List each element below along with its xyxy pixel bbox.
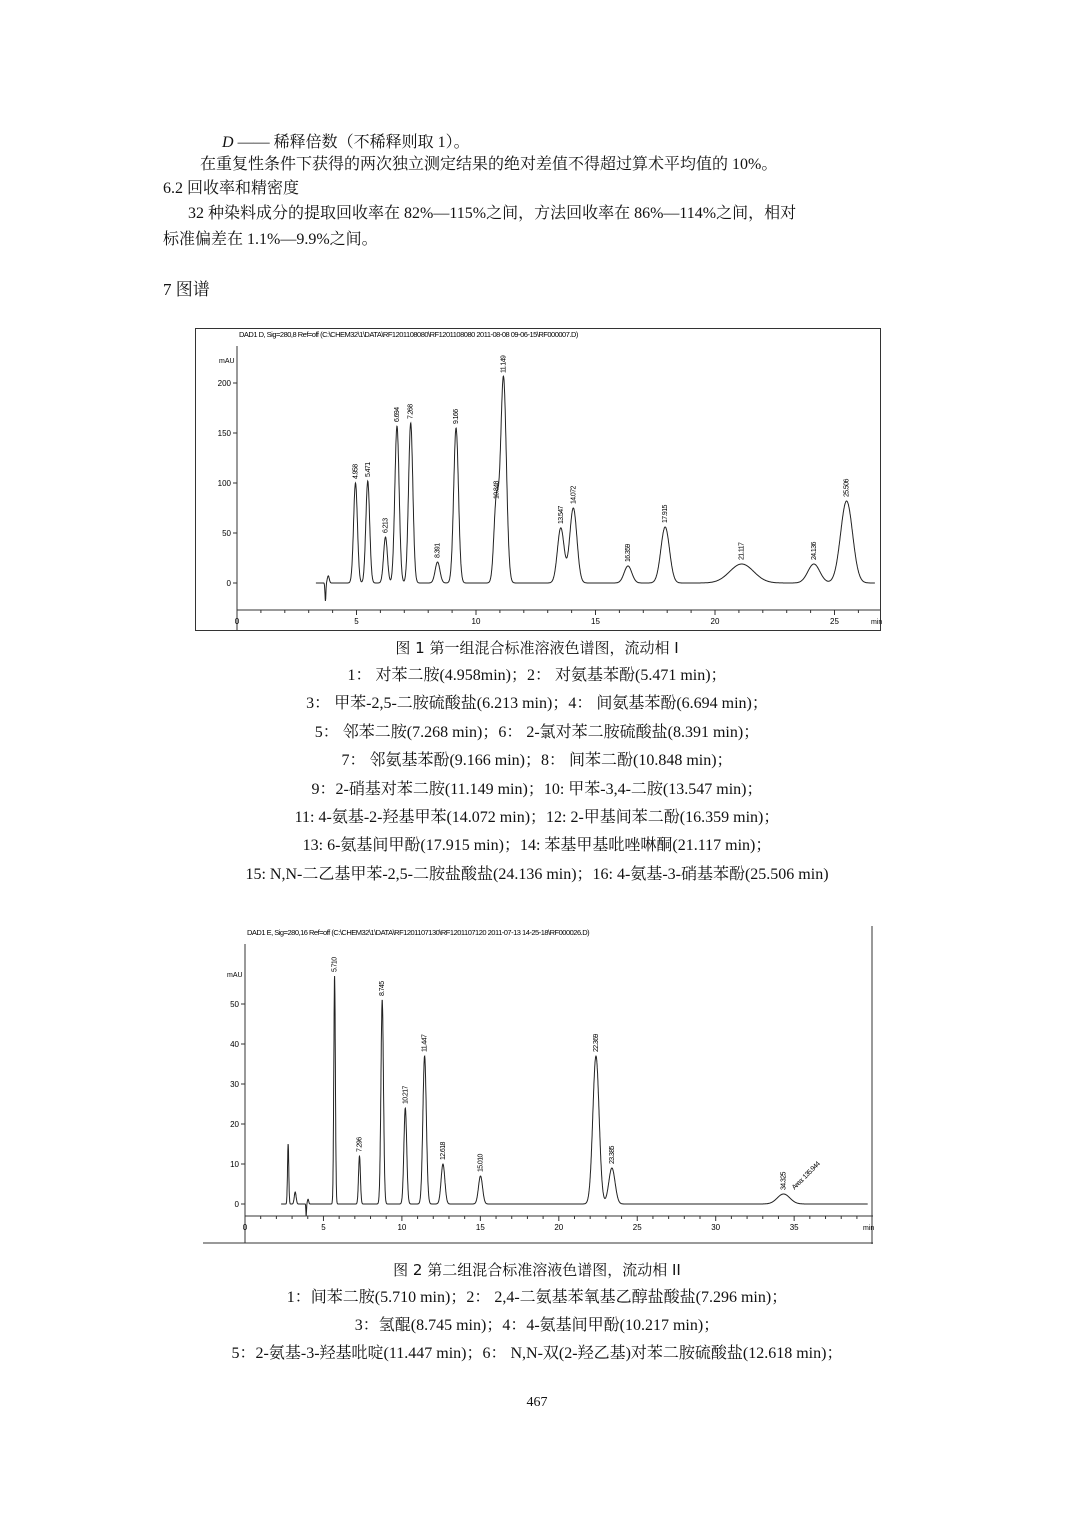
legend-line: 3： 甲苯-2,5-二胺硫酸盐(6.213 min)；4： 间氨基苯酚(6.694 min)； bbox=[306, 695, 768, 713]
peak-label: 10.848 bbox=[493, 481, 501, 499]
peak-label: 8.391 bbox=[434, 543, 442, 558]
peak-label: 23.385 bbox=[608, 1146, 616, 1164]
peak-label: 8.745 bbox=[379, 981, 387, 996]
peak-label: 6.694 bbox=[393, 407, 401, 422]
x-tick-label: 10 bbox=[397, 1223, 407, 1232]
peak-label: 7.268 bbox=[407, 404, 415, 419]
x-axis-label: min bbox=[871, 619, 883, 626]
section-heading: 6.2 回收率和精密度 bbox=[163, 180, 300, 197]
peak-label: 22.369 bbox=[592, 1034, 600, 1052]
legend-line: 1： 对苯二胺(4.958min)；2： 对氨基苯酚(5.471 min)； bbox=[347, 667, 727, 684]
peak-label: 4.958 bbox=[352, 464, 360, 479]
legend-line: 3：氢醌(8.745 min)；4：4-氨基间甲酚(10.217 min)； bbox=[354, 1317, 720, 1334]
peak-label: 13.547 bbox=[557, 506, 565, 524]
formula-var-line bbox=[222, 133, 470, 153]
peak-label: 10.217 bbox=[402, 1086, 410, 1104]
var-desc: —— 稀释倍数（不稀释则取 1）。 bbox=[237, 134, 470, 151]
y-tick-label: 30 bbox=[230, 1080, 239, 1089]
peak-label: 5.710 bbox=[331, 957, 339, 972]
x-tick-label: 35 bbox=[789, 1223, 799, 1232]
y-tick-label: 200 bbox=[217, 379, 231, 388]
peak-area-annotation: Area: 135.944 bbox=[791, 1160, 822, 1192]
peak-label: 12.618 bbox=[439, 1142, 447, 1160]
peak-label: 6.213 bbox=[382, 518, 390, 533]
paragraph: 标准偏差在 1.1%—9.9%之间。 bbox=[163, 231, 378, 248]
y-tick-label: 0 bbox=[234, 1200, 239, 1209]
legend-line: 7： 邻氨基苯酚(9.166 min)；8： 间苯二酚(10.848 min)； bbox=[341, 752, 733, 770]
legend-line: 1：间苯二胺(5.710 min)；2： 2,4-二氨基苯氧基乙醇盐酸盐(7.296 min)； bbox=[286, 1289, 788, 1306]
peak-label: 25.506 bbox=[843, 479, 851, 497]
x-tick-label: 20 bbox=[554, 1223, 564, 1232]
x-tick-label: 15 bbox=[475, 1223, 485, 1232]
x-tick-label: 20 bbox=[710, 617, 720, 626]
peak-label: 16.359 bbox=[624, 544, 632, 562]
paragraph: 32 种染料成分的提取回收率在 82%—115%之间，方法回收率在 86%—114%之间，相对 bbox=[188, 205, 797, 222]
chromatogram-2 bbox=[203, 926, 873, 1244]
figure2-caption: 图 2 第二组混合标准溶液色谱图，流动相 II bbox=[393, 1261, 681, 1279]
figure1-caption: 图 1 第一组混合标准溶液色谱图，流动相 I bbox=[395, 639, 679, 657]
y-tick-label: 50 bbox=[222, 529, 231, 538]
chart-title: DAD1 E, Sig=280,16 Ref=off (C:\CHEM32\1\DATA\RF1201107130\RF1201107120 2011-07-13 14-25-18\RF000026.D) bbox=[247, 928, 590, 937]
legend-line: 9：2-硝基对苯二胺(11.149 min)；10: 甲苯-3,4-二胺(13.547 min)； bbox=[311, 780, 763, 798]
legend-line: 15: N,N-二乙基甲苯-2,5-二胺盐酸盐(24.136 min)；16: 4-氨基-3-硝基苯酚(25.506 min) bbox=[245, 865, 829, 883]
peak-label: 11.149 bbox=[500, 355, 508, 373]
legend-line: 5：2-氨基-3-羟基吡啶(11.447 min)；6： N,N-双(2-羟乙基)对苯二胺硫酸盐(12.618 min)； bbox=[231, 1345, 843, 1362]
peak-label: 17.915 bbox=[662, 505, 670, 523]
peak-label: 5.471 bbox=[364, 462, 372, 477]
x-axis-label: min bbox=[863, 1225, 875, 1232]
y-axis-label: mAU bbox=[227, 972, 243, 979]
x-tick-label: 10 bbox=[471, 617, 481, 626]
page-number: 467 bbox=[526, 1395, 548, 1410]
y-tick-label: 150 bbox=[217, 429, 231, 438]
peak-label: 11.447 bbox=[421, 1034, 429, 1052]
chart-title: DAD1 D, Sig=280,8 Ref=off (C:\CHEM32\1\DATA\RF1201108080\RF1201108080 2011-08-08 09-06-15\RF000007.D) bbox=[239, 330, 578, 339]
y-tick-label: 0 bbox=[226, 579, 231, 588]
y-tick-label: 100 bbox=[217, 479, 231, 488]
peak-label: 21.117 bbox=[738, 542, 746, 560]
paragraph: 在重复性条件下获得的两次独立测定结果的绝对差值不得超过算术平均值的 10%。 bbox=[200, 156, 778, 173]
legend-line: 11: 4-氨基-2-羟基甲苯(14.072 min)；12: 2-甲基间苯二酚(16.359 min)； bbox=[294, 809, 780, 826]
y-tick-label: 20 bbox=[230, 1120, 239, 1129]
x-tick-label: 15 bbox=[591, 617, 600, 626]
peak-label: 34.325 bbox=[780, 1172, 788, 1190]
x-tick-label: 5 bbox=[321, 1223, 326, 1232]
y-tick-label: 50 bbox=[230, 1000, 239, 1009]
legend-line: 13: 6-氨基间甲酚(17.915 min)；14: 苯基甲基吡唑啉酮(21.117 min)； bbox=[302, 837, 772, 855]
section-heading: 7 图谱 bbox=[163, 280, 210, 299]
x-tick-label: 5 bbox=[354, 617, 359, 626]
y-tick-label: 40 bbox=[230, 1040, 239, 1049]
peak-label: 15.010 bbox=[477, 1154, 485, 1172]
var-d: D bbox=[222, 134, 234, 151]
legend-line: 5： 邻苯二胺(7.268 min)；6： 2-氯对苯二胺硫酸盐(8.391 min)； bbox=[314, 723, 760, 741]
y-axis-label: mAU bbox=[219, 358, 235, 365]
chart-frame bbox=[196, 329, 881, 631]
x-tick-label: 0 bbox=[242, 1223, 248, 1232]
x-tick-label: 25 bbox=[830, 617, 839, 626]
x-tick-label: 30 bbox=[711, 1223, 721, 1232]
peak-label: 14.072 bbox=[570, 486, 578, 504]
peak-label: 24.136 bbox=[810, 542, 818, 560]
chromatogram-1 bbox=[195, 328, 881, 631]
x-tick-label: 0 bbox=[234, 617, 240, 626]
x-tick-label: 25 bbox=[632, 1223, 642, 1232]
peak-label: 9.166 bbox=[453, 409, 461, 424]
peak-label: 7.296 bbox=[356, 1137, 364, 1152]
y-tick-label: 10 bbox=[230, 1160, 239, 1169]
